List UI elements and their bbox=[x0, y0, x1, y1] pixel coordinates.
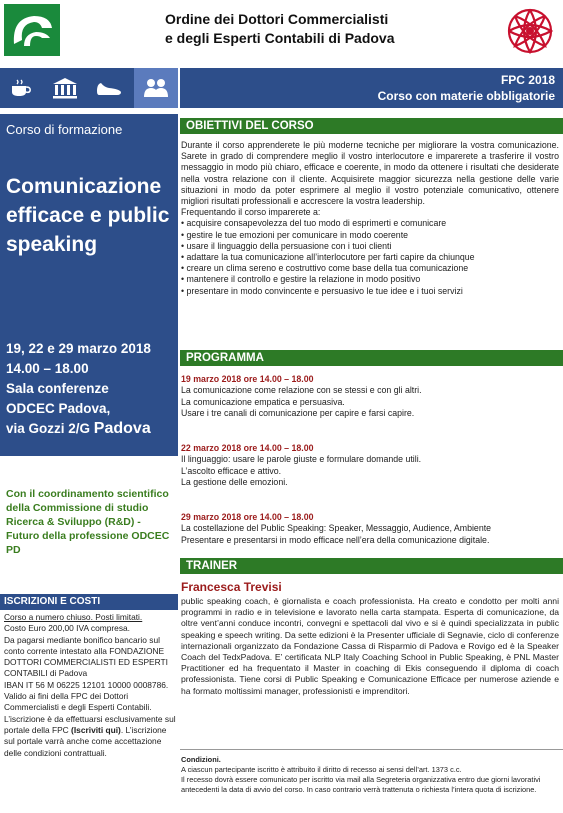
fpc-year: FPC 2018 bbox=[500, 73, 555, 87]
org-line-1: Ordine dei Dottori Commercialisti bbox=[165, 11, 389, 27]
coffee-icon bbox=[0, 68, 42, 108]
register-link[interactable]: (Iscriviti qui) bbox=[71, 724, 121, 735]
trainer-bio: public speaking coach, è giornalista e coach professionista. Ha creato e condotto per molti anni programmi in radio e in televisione e lavorato nella carta stampata. Esperta di comunicazione, da oltre vent’anni conduce incontri, convegni e spettacoli dal vivo e si è quindi specializzata in public speaking e speech writing. Da sette edizioni è la Presenter ufficiale di Segnavie, ciclo di conferenze internazionali organizzato da Fondazione Cassa di Risparmio di Padova e Rovigo ed è la Speaker Coach del TedxPadova. E’ certificata NLP Italy Coaching School in Public Speaking, è PNL Master Practitioner ed ha frequentato il Master in coaching di Ekis conseguendo il diploma di coach professionista. Tiene corsi di Public Speaking e Comunicazione Efficace per numerose aziende e ha formato moltissimi manager, professionisti e imprenditori. bbox=[181, 596, 559, 696]
objectives-lead: Frequentando il corso imparerete a: bbox=[181, 207, 321, 218]
trainer-name: Francesca Trevisi bbox=[181, 580, 282, 594]
payment-info: Da pagarsi mediante bonifico bancario sul conto corrente intestato alla FONDAZIONE DOTTORI COMMERCIALISTI ED ESPERTI CONTABILI di Padova bbox=[4, 634, 168, 679]
people-icon bbox=[134, 68, 178, 108]
course-info-panel bbox=[0, 114, 178, 456]
session-line: L’ascolto efficace e attivo. bbox=[181, 465, 282, 476]
objective-text: mantenere il controllo e gestire la relazione in modo positivo bbox=[186, 274, 421, 285]
program-session-2 bbox=[181, 443, 559, 489]
objective-text: creare un clima sereno e costruttivo come base della tua comunicazione bbox=[186, 263, 469, 274]
program-heading: PROGRAMMA bbox=[180, 350, 563, 366]
course-subtitle: Corso di formazione bbox=[6, 122, 123, 137]
objectives-text bbox=[181, 140, 559, 297]
session-date: 22 marzo 2018 ore 14.00 – 18.00 bbox=[181, 443, 314, 453]
program-session-3 bbox=[181, 512, 559, 546]
icon-bar bbox=[0, 68, 178, 108]
conditions bbox=[181, 755, 559, 795]
course-schedule bbox=[6, 339, 176, 439]
organization-name bbox=[165, 10, 425, 48]
session-line: La gestione delle emozioni. bbox=[181, 477, 288, 488]
objective-text: gestire le tue emozioni per comunicare in modo coerente bbox=[186, 229, 409, 240]
session-date: 19 marzo 2018 ore 14.00 – 18.00 bbox=[181, 374, 314, 384]
session-line: La costellazione del Public Speaking: Speaker, Messaggio, Audience, Ambiente bbox=[181, 523, 492, 534]
course-dates: 19, 22 e 29 marzo 2018 bbox=[6, 341, 151, 356]
session-line: La comunicazione come relazione con se stessi e con gli altri. bbox=[181, 385, 422, 396]
registration-details bbox=[4, 612, 178, 759]
conditions-line-2: Il recesso dovrà essere comunicato per iscritto via mail alla Segreteria organizzativa entro due giorni lavorativi antecedenti la data di avvio del corso. In caso contrario verrà trattenuta o richiesta l’intera quota di iscrizione. bbox=[181, 775, 541, 794]
venue-name: ODCEC Padova, bbox=[6, 401, 111, 416]
address-city: Padova bbox=[93, 420, 151, 437]
objective-bullet: • acquisire consapevolezza del tuo modo di esprimerti e comunicare bbox=[181, 218, 447, 229]
objectives-heading: OBIETTIVI DEL CORSO bbox=[180, 118, 563, 134]
objective-bullet: • mantenere il controllo e gestire la relazione in modo positivo bbox=[181, 274, 421, 285]
institution-icon bbox=[44, 68, 86, 108]
registration-heading: ISCRIZIONI E COSTI bbox=[0, 594, 178, 610]
conditions-line-1: A ciascun partecipante iscritto è attribuito il diritto di recesso ai sensi dell’art. 1373 c.c. bbox=[181, 765, 462, 774]
objective-bullet: • adattare la tua comunicazione all’interlocutore per farti capire da chiunque bbox=[181, 252, 475, 263]
iban: IBAN IT 56 M 06225 12101 10000 0008786. bbox=[4, 679, 169, 690]
venue-room: Sala conferenze bbox=[6, 381, 109, 396]
address-street: via Gozzi 2/G bbox=[6, 421, 91, 436]
objectives-intro: Durante il corso apprenderete le più moderne tecniche per migliorare la vostra comunicazione. Sarete in grado di comprendere meglio il vostro interlocutore e imparerete a trasferire il vostro messaggio in modo più chiaro, efficace e coerente, in modo da ottenere i risultati che desiderate nella vostra relazione con il cliente. Acquisirete maggior sicurezza nella gestione delle varie situazioni in modo da poter esprimere al meglio il vostro potenziale comunicativo, ottenere migliori risultati professionali e accrescere la vostra leadership. bbox=[181, 140, 559, 207]
session-line: Presentare e presentarsi in modo efficace nell’era della comunicazione digitale. bbox=[181, 534, 490, 545]
conditions-heading: Condizioni. bbox=[181, 755, 221, 764]
session-date: 29 marzo 2018 ore 14.00 – 18.00 bbox=[181, 512, 314, 522]
coordination-note: Con il coordinamento scientifico della Commissione di studio Ricerca & Sviluppo (R&D) - Futuro della professione ODCEC PD bbox=[6, 488, 170, 556]
course-title: Comunicazione efficace e public speaking bbox=[6, 175, 170, 256]
session-line: Il linguaggio: usare le parole giuste e formulare domande utili. bbox=[181, 454, 422, 465]
objective-text: acquisire consapevolezza del tuo modo di esprimerti e comunicare bbox=[186, 218, 447, 229]
venue-address bbox=[6, 419, 176, 439]
reg-text-b: . L’iscrizione sul portale varrà anche come accettazione delle condizioni contrattuali. bbox=[4, 724, 167, 758]
course-cost: Costo Euro 200,00 IVA compresa. bbox=[4, 623, 131, 634]
shoe-icon bbox=[88, 68, 130, 108]
fpc-validity: Valido ai fini della FPC dei Dottori Commercialisti e degli Esperti Contabili. bbox=[4, 691, 152, 713]
objective-bullet: • presentare in modo convincente e persuasivo le tue idee e i tuoi servizi bbox=[181, 285, 463, 296]
course-type-banner bbox=[180, 68, 563, 108]
odcec-logo bbox=[4, 4, 60, 56]
session-line: La comunicazione empatica e persuasiva. bbox=[181, 396, 345, 407]
org-line-2: e degli Esperti Contabili di Padova bbox=[165, 30, 395, 46]
objective-text: adattare la tua comunicazione all’interlocutore per farti capire da chiunque bbox=[186, 252, 475, 263]
limited-seats: Corso a numero chiuso. Posti limitati. bbox=[4, 612, 143, 622]
objective-bullet: • creare un clima sereno e costruttivo come base della tua comunicazione bbox=[181, 263, 469, 274]
session-line: Usare i tre canali di comunicazione per capire e farsi capire. bbox=[181, 408, 415, 419]
objective-text: usare il linguaggio della persuasione con i tuoi clienti bbox=[186, 240, 392, 251]
registration-instructions bbox=[4, 714, 178, 759]
course-type: Corso con materie obbligatorie bbox=[377, 89, 555, 103]
objective-text: presentare in modo convincente e persuasivo le tue idee e i tuoi servizi bbox=[186, 285, 463, 296]
objective-bullet: • usare il linguaggio della persuasione con i tuoi clienti bbox=[181, 240, 392, 251]
trainer-heading: TRAINER bbox=[180, 558, 563, 574]
divider bbox=[180, 749, 563, 750]
program-session-1 bbox=[181, 374, 559, 420]
reg-text-a: L’iscrizione è da effettuarsi esclusivamente sul portale della FPC bbox=[4, 713, 176, 735]
red-emblem-logo bbox=[505, 6, 555, 56]
objective-bullet: • gestire le tue emozioni per comunicare in modo coerente bbox=[181, 229, 409, 240]
course-hours: 14.00 – 18.00 bbox=[6, 361, 89, 376]
